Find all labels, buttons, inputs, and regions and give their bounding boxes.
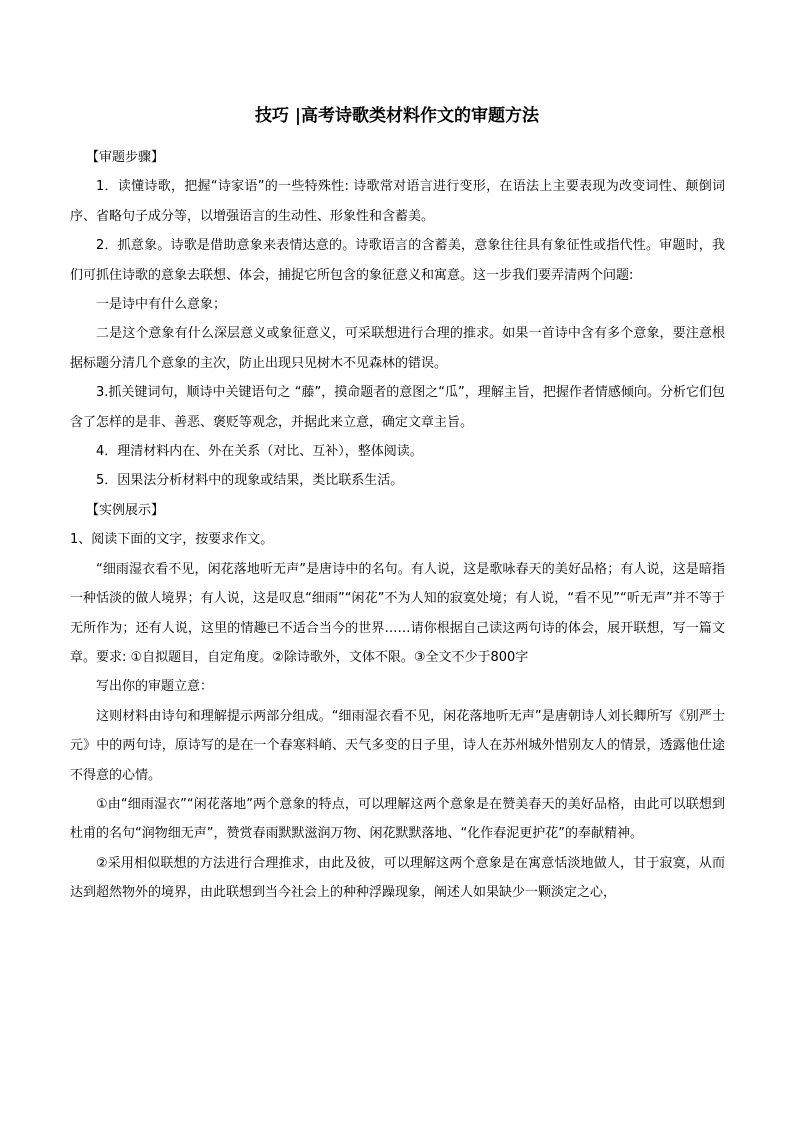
paragraph: 2．抓意象。诗歌是借助意象来表情达意的。诗歌语言的含蓄美，意象往往具有象征性或指代性。审题时，我们可抓住诗歌的意象去联想、体会，捕捉它所包含的象征意义和寓意。这一步我们要弄清两个问题: [70, 238, 725, 283]
paragraph: 一是诗中有什么意象； [96, 297, 227, 313]
paragraph: 1．读懂诗歌，把握“诗家语”的一些特殊性: 诗歌常对语言进行变形，在语法上主要表现为改变词性、颠倒词序、省略句子成分等，以增强语言的生动性、形象性和含蓄美。 [70, 179, 725, 224]
paragraph: 二是这个意象有什么深层意义或象征意义，可采联想进行合理的推求。如果一首诗中含有多个意象，要注意根据标题分清几个意象的主次，防止出现只见树木不见森林的错误。 [70, 326, 725, 371]
paragraph: 3.抓关键词句，顺诗中关键语句之 “藤”，摸命题者的意图之“瓜”，理解主旨，把握作者情感倾向。分析它们包含了怎样的是非、善恶、褒贬等观念，并据此来立意，确定文章主旨。 [70, 385, 725, 430]
paragraph: ①由“细雨湿衣”“闲花落地”两个意象的特点，可以理解这两个意象是在赞美春天的美好品格，由此可以联想到杜甫的名句“润物细无声”，赞赏春雨默默滋润万物、闲花默默落地、“化作春泥更护花”的奉献精神。 [70, 796, 725, 842]
document-body [70, 143, 725, 908]
paragraph: “细雨湿衣看不见，闲花落地听无声”是唐诗中的名句。有人说，这是歌咏春天的美好品格；有人说，这是暗指一种恬淡的做人境界；有人说，这是叹息“细雨”“闲花”不为人知的寂寞处境；有人说，“看不见”“听无声”并不等于无所作为；还有人说，这里的情趣已不适合当今的世界……请你根据自己读这两句诗的体会，展开联想，写一篇文章。要求: ①自拟题目，自定角度。②除诗歌外，文体不限。③全文不少于800字 [70, 561, 725, 665]
paragraph: 4．理清材料内在、外在关系（对比、互补），整体阅读。 [96, 444, 423, 460]
paragraph: 5．因果法分析材料中的现象或结果，类比联系生活。 [96, 473, 404, 489]
paragraph: 写出你的审题立意： [96, 679, 214, 695]
document-title: 技巧 |高考诗歌类材料作文的审题方法 [254, 106, 540, 126]
section-heading: 【实例展示】 [86, 502, 165, 518]
paragraph: 1、阅读下面的文字，按要求作文。 [70, 532, 274, 548]
section-heading: 【审题步骤】 [86, 150, 165, 165]
paragraph: ②采用相似联想的方法进行合理推求，由此及彼，可以理解这两个意象是在寓意恬淡地做人，甘于寂寞，从而达到超然物外的境界，由此联想到当今社会上的种种浮躁现象，阐述人如果缺少一颗淡定之心， [70, 855, 725, 901]
paragraph: 这则材料由诗句和理解提示两部分组成。“细雨湿衣看不见，闲花落地听无声”是唐朝诗人刘长卿所写《别严士元》中的两句诗，原诗写的是在一个春寒料峭、天气多变的日子里，诗人在苏州城外惜别友人的情景，透露他仕途不得意的心情。 [70, 708, 725, 783]
